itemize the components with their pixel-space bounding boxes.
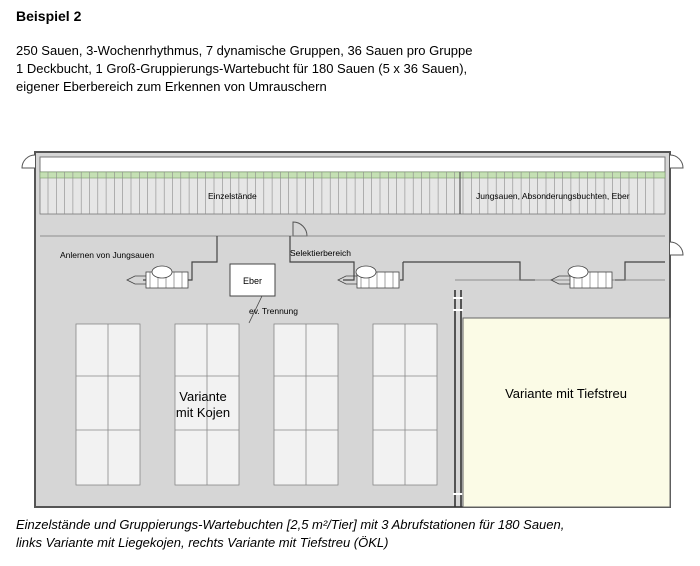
- description-line-1: 250 Sauen, 3-Wochenrhythmus, 7 dynamische Gruppen, 36 Sauen pro Gruppe: [16, 43, 473, 58]
- heading: Beispiel 2: [16, 8, 82, 24]
- label-selektier: Selektierbereich: [290, 248, 351, 258]
- green-strip: [40, 172, 665, 178]
- label-einzelstaende: Einzelstände: [208, 191, 257, 201]
- label-kojen-2: mit Kojen: [175, 405, 231, 420]
- label-trennung: ev. Trennung: [249, 306, 298, 316]
- door-left: [22, 155, 35, 168]
- top-band: [40, 157, 665, 172]
- caption-line-2: links Variante mit Liegekojen, rechts Variante mit Tiefstreu (ÖKL): [16, 535, 389, 550]
- label-tiefstreu: Variante mit Tiefstreu: [505, 386, 627, 401]
- tiefstreu-area: [463, 318, 670, 507]
- label-kojen-1: Variante: [179, 389, 227, 404]
- label-anlernen: Anlernen von Jungsauen: [60, 250, 155, 260]
- label-jungsauen: Jungsauen, Absonderungsbuchten, Eber: [476, 191, 630, 201]
- caption-line-1: Einzelstände und Gruppierungs-Wartebuchten [2,5 m²/Tier] mit 3 Abrufstationen für 180 Sauen,: [16, 517, 565, 532]
- label-eber: Eber: [242, 276, 263, 286]
- door-right-top: [670, 155, 683, 168]
- door-right-mid: [670, 242, 683, 255]
- description-line-2: 1 Deckbucht, 1 Groß-Gruppierungs-Wartebucht für 180 Sauen (5 x 36 Sauen),: [16, 61, 468, 76]
- description-line-3: eigener Eberbereich zum Erkennen von Umrauschern: [16, 79, 327, 94]
